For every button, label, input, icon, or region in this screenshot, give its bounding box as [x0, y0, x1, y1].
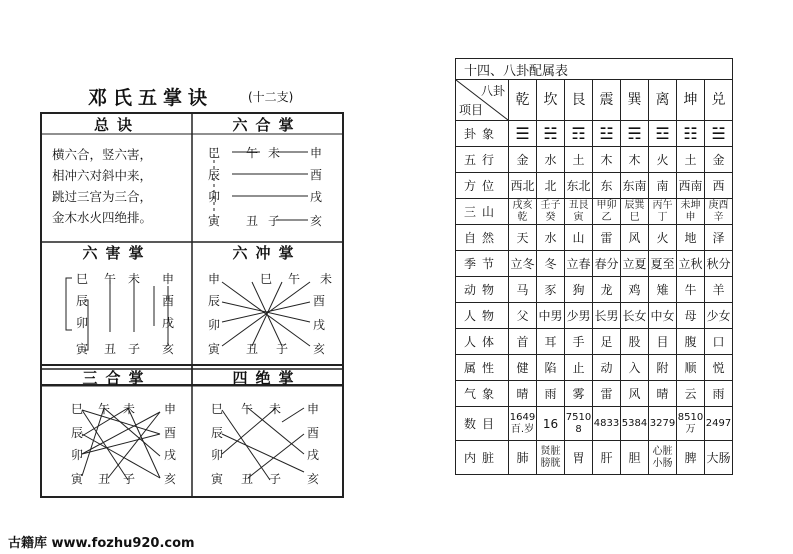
- branch-shen: 申: [163, 402, 176, 416]
- branch-zi: 子: [267, 214, 280, 228]
- table-cell: 庚酉辛: [705, 199, 733, 225]
- table-cell: 地: [677, 225, 705, 251]
- branch-wei: 未: [122, 402, 135, 416]
- branch-wu: 午: [287, 272, 300, 286]
- branch-si: 巳: [207, 146, 220, 160]
- table-cell: 雉: [649, 277, 677, 303]
- table-cell: 未坤申: [677, 199, 705, 225]
- table-cell: 西南: [677, 173, 705, 199]
- branch-you: 酉: [312, 294, 325, 308]
- branch-si: 巳: [259, 272, 272, 286]
- branch-hai: 亥: [306, 472, 319, 486]
- table-cell: 顺: [677, 355, 705, 381]
- table-cell: 母: [677, 303, 705, 329]
- row-label: 方位: [456, 173, 509, 199]
- branch-chou: 丑: [245, 214, 258, 228]
- branch-si: 巳: [75, 272, 88, 286]
- zongjue-verse: [52, 144, 192, 228]
- table-cell: 长女: [621, 303, 649, 329]
- gua-header: 巽: [621, 80, 649, 121]
- table-cell: 口: [705, 329, 733, 355]
- branch-si: 巳: [70, 402, 83, 416]
- table-cell: 晴: [649, 381, 677, 407]
- table-cell: 东北: [565, 173, 593, 199]
- table-cell: ☷: [677, 121, 705, 147]
- branch-wei: 未: [268, 402, 281, 416]
- table-cell: 戌亥乾: [509, 199, 537, 225]
- table-cell: 丑艮寅: [565, 199, 593, 225]
- table-cell: 动: [593, 355, 621, 381]
- table-cell: 西: [705, 173, 733, 199]
- branch-chou: 丑: [103, 342, 116, 356]
- table-cell: 入: [621, 355, 649, 381]
- verse-line: 相冲六对斜中来，: [52, 168, 153, 183]
- gua-header: 坤: [677, 80, 705, 121]
- table-cell: 立冬: [509, 251, 537, 277]
- table-cell: 晴: [509, 381, 537, 407]
- row-label: 卦象: [456, 121, 509, 147]
- table-cell: 龙: [593, 277, 621, 303]
- table-row: [456, 277, 733, 303]
- table-row: [456, 251, 733, 277]
- table-cell: 狗: [565, 277, 593, 303]
- table-cell: 土: [565, 147, 593, 173]
- table-row: [456, 225, 733, 251]
- sanhe-diagram: [42, 388, 192, 494]
- table-cell: 风: [621, 381, 649, 407]
- table-cell: 立秋: [677, 251, 705, 277]
- branch-xu: 戌: [306, 448, 319, 462]
- branch-zi: 子: [122, 472, 135, 486]
- table-cell: 壬子癸: [537, 199, 565, 225]
- table-cell: ☴: [621, 121, 649, 147]
- row-label: 动物: [456, 277, 509, 303]
- table-cell: 首: [509, 329, 537, 355]
- branch-wu: 午: [245, 146, 258, 160]
- table-cell: 秋分: [705, 251, 733, 277]
- table-row: [456, 329, 733, 355]
- branch-si: 巳: [210, 402, 223, 416]
- row-label: 数目: [456, 407, 509, 441]
- table-cell: 雾: [565, 381, 593, 407]
- branch-chou: 丑: [97, 472, 110, 486]
- branch-wu: 午: [97, 402, 110, 416]
- table-cell: 股: [621, 329, 649, 355]
- row-label: 五行: [456, 147, 509, 173]
- table-cell: 立夏: [621, 251, 649, 277]
- branch-yin: 寅: [210, 472, 223, 486]
- table-cell: 甲卯乙: [593, 199, 621, 225]
- table-title: 十四、八卦配属表: [456, 59, 733, 80]
- table-cell: 悦: [705, 355, 733, 381]
- branch-mao: 卯: [75, 316, 88, 330]
- sijue-header: 四绝掌: [232, 369, 302, 387]
- table-cell: 北: [537, 173, 565, 199]
- table-cell: 脾: [677, 441, 705, 475]
- corner-gua-label: 八卦: [480, 84, 505, 98]
- branch-zi: 子: [127, 342, 140, 356]
- table-cell: 雷: [593, 381, 621, 407]
- table-cell: 7510 8: [565, 407, 593, 441]
- liuhai-diagram: [42, 260, 192, 368]
- table-cell: 3279: [649, 407, 677, 441]
- table-cell: 胆: [621, 441, 649, 475]
- table-cell: 火: [649, 225, 677, 251]
- branch-chen: 辰: [207, 168, 220, 182]
- table-cell: ☲: [649, 121, 677, 147]
- branch-yin: 寅: [207, 214, 220, 228]
- branch-shen: 申: [161, 272, 174, 286]
- table-cell: 中女: [649, 303, 677, 329]
- branch-xu: 戌: [309, 190, 322, 204]
- table-cell: 南: [649, 173, 677, 199]
- branch-mao: 卯: [207, 190, 220, 204]
- table-cell: 雷: [593, 225, 621, 251]
- verse-line: 跳过三宫为三合，: [52, 189, 153, 204]
- row-label: 人体: [456, 329, 509, 355]
- table-cell: 心脏小肠: [649, 441, 677, 475]
- branch-shen: 申: [309, 146, 322, 160]
- table-cell: 附: [649, 355, 677, 381]
- branch-yin: 寅: [75, 342, 88, 356]
- branch-hai: 亥: [309, 214, 322, 228]
- table-row: [456, 303, 733, 329]
- table-cell: 鸡: [621, 277, 649, 303]
- table-cell: 足: [593, 329, 621, 355]
- table-cell: 腹: [677, 329, 705, 355]
- branch-you: 酉: [163, 426, 176, 440]
- branch-chou: 丑: [240, 472, 253, 486]
- zongjue-header: 总诀: [93, 116, 140, 134]
- table-cell: 泽: [705, 225, 733, 251]
- table-corner: [456, 80, 509, 121]
- table-cell: 雨: [537, 381, 565, 407]
- branch-shen: 申: [207, 272, 220, 286]
- branch-hai: 亥: [163, 472, 176, 486]
- branch-chen: 辰: [75, 294, 88, 308]
- branch-chou: 丑: [245, 342, 258, 356]
- table-cell: 山: [565, 225, 593, 251]
- verse-line: 横六合，竖六害，: [52, 147, 153, 162]
- row-label: 三山: [456, 199, 509, 225]
- corner-item-label: 项目: [459, 103, 484, 117]
- table-row: [456, 173, 733, 199]
- branch-chen: 辰: [210, 426, 223, 440]
- branch-zi: 子: [268, 472, 281, 486]
- branch-you: 酉: [306, 426, 319, 440]
- page-title: 邓氏五掌诀: [88, 87, 214, 109]
- sanhe-header: 三合掌: [82, 369, 152, 387]
- table-cell: 东南: [621, 173, 649, 199]
- branch-mao: 卯: [70, 448, 83, 462]
- branch-you: 酉: [161, 294, 174, 308]
- table-cell: 贤脏膀胱: [537, 441, 565, 475]
- table-cell: ☰: [509, 121, 537, 147]
- row-label: 属性: [456, 355, 509, 381]
- liuchong-diagram: [192, 260, 342, 368]
- liuhai-header: 六害掌: [82, 244, 152, 262]
- bagua-table: [455, 58, 733, 475]
- table-cell: 夏至: [649, 251, 677, 277]
- table-cell: 中男: [537, 303, 565, 329]
- row-label: 内脏: [456, 441, 509, 475]
- branch-chen: 辰: [70, 426, 83, 440]
- table-cell: ☳: [593, 121, 621, 147]
- table-cell: 2497: [705, 407, 733, 441]
- table-cell: 冬: [537, 251, 565, 277]
- table-cell: 羊: [705, 277, 733, 303]
- row-label: 气象: [456, 381, 509, 407]
- gua-header: 震: [593, 80, 621, 121]
- table-cell: 1649百.岁: [509, 407, 537, 441]
- gua-header: 兑: [705, 80, 733, 121]
- table-cell: 金: [509, 147, 537, 173]
- table-row: [456, 121, 733, 147]
- table-cell: 少女: [705, 303, 733, 329]
- table-cell: 马: [509, 277, 537, 303]
- branch-shen: 申: [306, 402, 319, 416]
- branch-yin: 寅: [70, 472, 83, 486]
- table-row: [456, 147, 733, 173]
- table-cell: 16: [537, 407, 565, 441]
- table-cell: 手: [565, 329, 593, 355]
- table-row: [456, 381, 733, 407]
- gua-header: 坎: [537, 80, 565, 121]
- liuchong-header: 六冲掌: [232, 244, 302, 262]
- table-cell: 5384: [621, 407, 649, 441]
- table-cell: 肺: [509, 441, 537, 475]
- branch-wu: 午: [240, 402, 253, 416]
- table-cell: 东: [593, 173, 621, 199]
- row-label: 自然: [456, 225, 509, 251]
- table-cell: 豕: [537, 277, 565, 303]
- table-cell: 少男: [565, 303, 593, 329]
- branch-hai: 亥: [312, 342, 325, 356]
- row-label: 季节: [456, 251, 509, 277]
- gua-header: 乾: [509, 80, 537, 121]
- table-cell: 耳: [537, 329, 565, 355]
- sijue-diagram: [192, 388, 342, 494]
- table-cell: 木: [593, 147, 621, 173]
- table-cell: 陷: [537, 355, 565, 381]
- table-row: [456, 199, 733, 225]
- liuhe-header: 六合掌: [232, 116, 302, 134]
- table-cell: 土: [677, 147, 705, 173]
- table-cell: 长男: [593, 303, 621, 329]
- site-footer: 古籍库 www.fozhu920.com: [8, 536, 195, 551]
- table-cell: ☱: [705, 121, 733, 147]
- gua-header: 艮: [565, 80, 593, 121]
- gua-header: 离: [649, 80, 677, 121]
- branch-you: 酉: [309, 168, 322, 182]
- table-cell: 金: [705, 147, 733, 173]
- branch-wei: 未: [319, 272, 332, 286]
- lower-panel: [40, 364, 344, 498]
- table-cell: 目: [649, 329, 677, 355]
- row-label: 人物: [456, 303, 509, 329]
- table-cell: 水: [537, 147, 565, 173]
- table-cell: 4833: [593, 407, 621, 441]
- branch-chen: 辰: [207, 294, 220, 308]
- table-cell: 风: [621, 225, 649, 251]
- table-body: [456, 121, 733, 475]
- table-cell: 父: [509, 303, 537, 329]
- table-cell: 胃: [565, 441, 593, 475]
- branch-yin: 寅: [207, 342, 220, 356]
- table-cell: 天: [509, 225, 537, 251]
- liuhe-diagram: [192, 134, 342, 242]
- table-cell: 春分: [593, 251, 621, 277]
- table-cell: 止: [565, 355, 593, 381]
- table-cell: 健: [509, 355, 537, 381]
- table-cell: ☵: [537, 121, 565, 147]
- branch-wei: 未: [127, 272, 140, 286]
- table-cell: 丙午丁: [649, 199, 677, 225]
- table-row: [456, 407, 733, 441]
- table-cell: 火: [649, 147, 677, 173]
- branch-xu: 戌: [161, 316, 174, 330]
- verse-line: 金木水火四绝排。: [52, 210, 153, 225]
- table-cell: 云: [677, 381, 705, 407]
- table-cell: 8510万: [677, 407, 705, 441]
- table-cell: 立春: [565, 251, 593, 277]
- branch-wei: 未: [267, 146, 280, 160]
- table-cell: 肝: [593, 441, 621, 475]
- branch-hai: 亥: [161, 342, 174, 356]
- table-cell: 雨: [705, 381, 733, 407]
- table-cell: ☶: [565, 121, 593, 147]
- branch-mao: 卯: [210, 448, 223, 462]
- page-subtitle: (十二支): [248, 90, 294, 104]
- table-cell: 牛: [677, 277, 705, 303]
- table-row: [456, 355, 733, 381]
- table-cell: 水: [537, 225, 565, 251]
- table-row: [456, 441, 733, 475]
- table-cell: 木: [621, 147, 649, 173]
- table-cell: 大肠: [705, 441, 733, 475]
- branch-xu: 戌: [163, 448, 176, 462]
- table-cell: 西北: [509, 173, 537, 199]
- branch-wu: 午: [103, 272, 116, 286]
- five-palm-panel: [40, 112, 344, 386]
- branch-mao: 卯: [207, 318, 220, 332]
- table-cell: 辰巽巳: [621, 199, 649, 225]
- branch-xu: 戌: [312, 318, 325, 332]
- branch-zi: 子: [275, 342, 288, 356]
